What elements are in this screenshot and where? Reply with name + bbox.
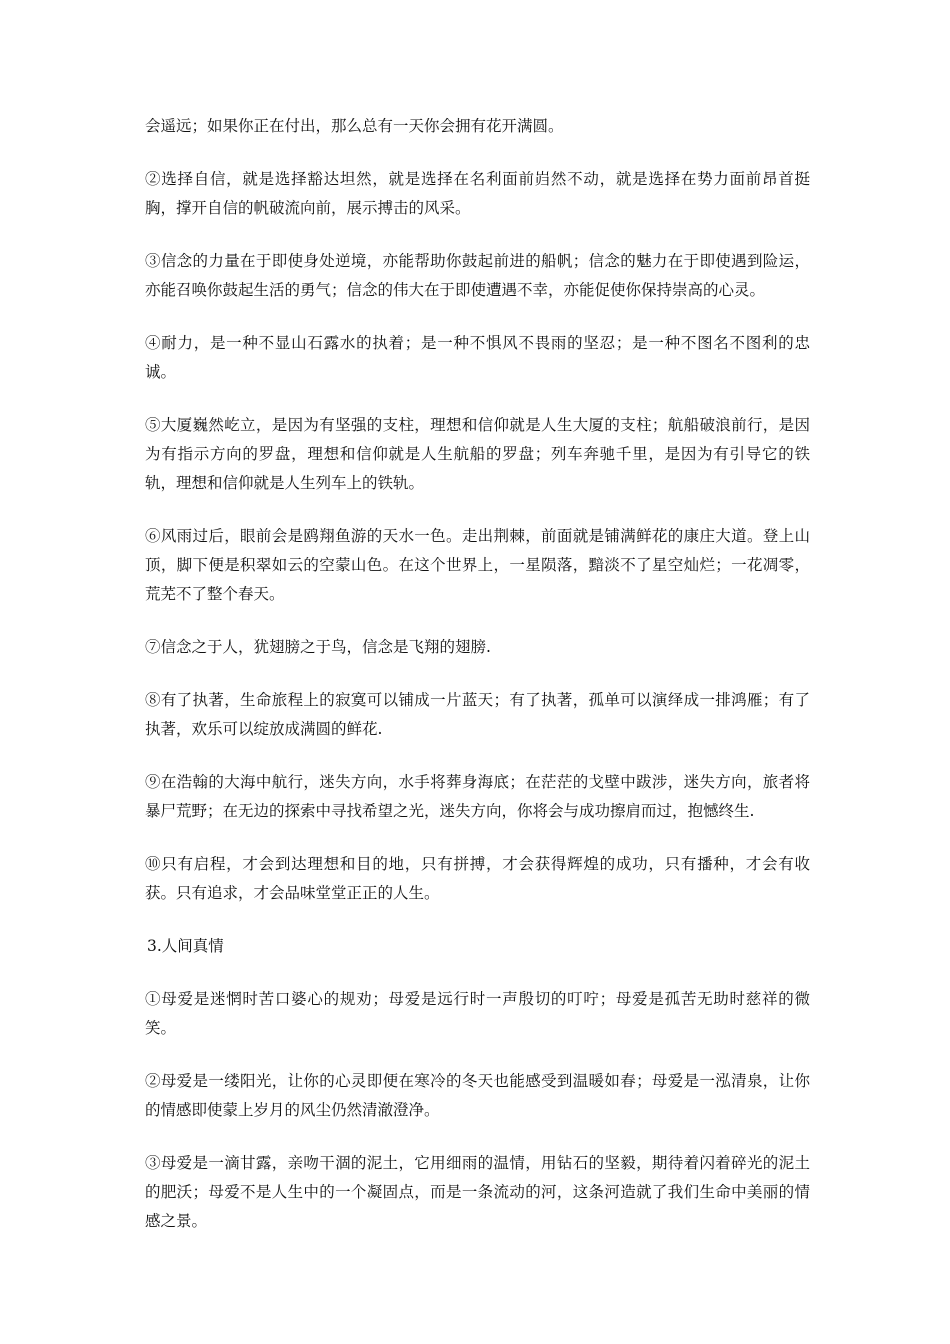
paragraph-mother-love-3: ③母爱是一滴甘露，亲吻干涸的泥土，它用细雨的温情，用钻石的坚毅，期待着闪着碎光的泥土的肥沃；母爱不是人生中的一个凝固点，而是一条流动的河，这条河造就了我们生命中美丽的情感之景。 (145, 1154, 810, 1230)
paragraph-setting-off: ⑩只有启程，才会到达理想和目的地，只有拼搏，才会获得辉煌的成功，只有播种，才会有收获。只有追求，才会品味堂堂正正的人生。 (145, 855, 810, 902)
paragraph-endurance: ④耐力，是一种不显山石露水的执着；是一种不惧风不畏雨的坚忍；是一种不图名不图利的忠诚。 (145, 334, 810, 381)
paragraph-continuation: 会遥远；如果你正在付出，那么总有一天你会拥有花开满圆。 (145, 117, 564, 135)
paragraph-ideals-pillars: ⑤大厦巍然屹立，是因为有坚强的支柱，理想和信仰就是人生大厦的支柱；航船破浪前行，是因为有指示方向的罗盘，理想和信仰就是人生航船的罗盘；列车奔驰千里，是因为有引导它的铁轨，理想和信仰就是人生列车上的铁轨。 (145, 416, 810, 492)
paragraph-belief-wings: ⑦信念之于人，犹翅膀之于鸟，信念是飞翔的翅膀. (145, 638, 491, 656)
paragraph-self-confidence: ②选择自信，就是选择豁达坦然，就是选择在名利面前岿然不动，就是选择在势力面前昂首挺胸，撑开自信的帆破流向前，展示搏击的风采。 (145, 170, 810, 217)
paragraph-persistence: ⑧有了执著，生命旅程上的寂寞可以铺成一片蓝天；有了执著，孤单可以演绎成一排鸿雁；有了执著，欢乐可以绽放成满圆的鲜花. (145, 691, 810, 738)
paragraph-belief-power: ③信念的力量在于即使身处逆境，亦能帮助你鼓起前进的船帆；信念的魅力在于即使遇到险运，亦能召唤你鼓起生活的勇气；信念的伟大在于即使遭遇不幸，亦能促使你保持崇高的心灵。 (145, 252, 810, 299)
paragraph-mother-love-2: ②母爱是一缕阳光，让你的心灵即便在寒冷的冬天也能感受到温暖如春；母爱是一泓清泉，让你的情感即使蒙上岁月的风尘仍然清澈澄净。 (145, 1072, 810, 1119)
paragraph-lost-direction: ⑨在浩翰的大海中航行，迷失方向，水手将葬身海底；在茫茫的戈壁中跋涉，迷失方向，旅者将暴尸荒野；在无边的探索中寻找希望之光，迷失方向，你将会与成功擦肩而过，抱憾终生. (145, 773, 810, 820)
section-heading: 3.人间真情 (147, 937, 224, 955)
paragraph-mother-love-1: ①母爱是迷惘时苦口婆心的规劝；母爱是远行时一声殷切的叮咛；母爱是孤苦无助时慈祥的微笑。 (145, 990, 810, 1037)
paragraph-after-storm: ⑥风雨过后，眼前会是鸥翔鱼游的天水一色。走出荆棘，前面就是铺满鲜花的康庄大道。登上山顶，脚下便是积翠如云的空蒙山色。在这个世界上，一星陨落，黯淡不了星空灿烂；一花凋零，荒芜不了整个春天。 (145, 527, 810, 603)
document-page (145, 112, 810, 1260)
